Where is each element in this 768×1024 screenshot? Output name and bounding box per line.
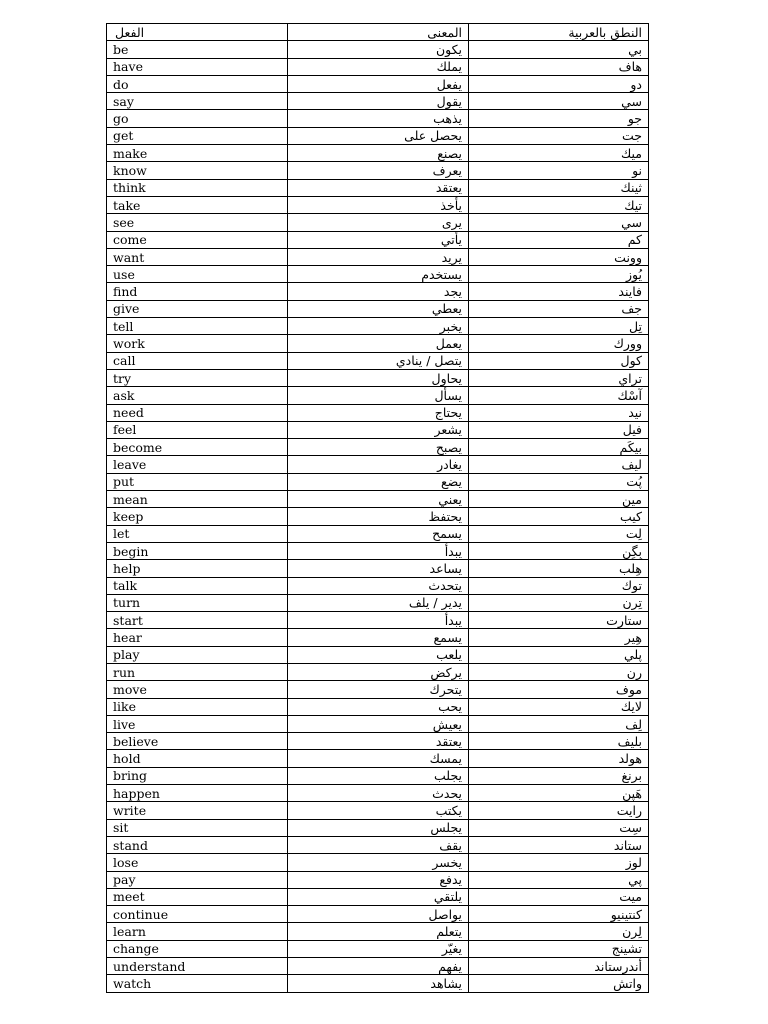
verb-cell: like: [107, 698, 288, 715]
table-row: [107, 906, 649, 923]
meaning-cell: يتصل / ينادي: [288, 352, 469, 369]
table-row: [107, 629, 649, 646]
meaning-cell: يعتقد: [288, 733, 469, 750]
meaning-cell: يغيّر: [288, 940, 469, 957]
pronunciation-cell: سي: [469, 214, 649, 231]
verb-cell: hold: [107, 750, 288, 767]
table-row: [107, 439, 649, 456]
header-meaning: المعنى: [288, 24, 469, 41]
verb-cell: find: [107, 283, 288, 300]
pronunciation-cell: جو: [469, 110, 649, 127]
verb-cell: understand: [107, 958, 288, 975]
table-row: [107, 612, 649, 629]
table-row: [107, 473, 649, 490]
table-row: [107, 404, 649, 421]
verb-cell: meet: [107, 888, 288, 905]
pronunciation-cell: وورك: [469, 335, 649, 352]
meaning-cell: يسأل: [288, 387, 469, 404]
verb-cell: go: [107, 110, 288, 127]
table-row: [107, 41, 649, 58]
table-row: [107, 888, 649, 905]
pronunciation-cell: واتش: [469, 975, 649, 992]
table-row: [107, 508, 649, 525]
meaning-cell: يتعلم: [288, 923, 469, 940]
pronunciation-cell: فايند: [469, 283, 649, 300]
pronunciation-cell: هِير: [469, 629, 649, 646]
meaning-cell: يحدث: [288, 785, 469, 802]
pronunciation-cell: برنغ: [469, 767, 649, 784]
table-row: [107, 162, 649, 179]
verb-cell: feel: [107, 421, 288, 438]
verb-cell: help: [107, 560, 288, 577]
verb-cell: ask: [107, 387, 288, 404]
meaning-cell: يخبر: [288, 318, 469, 335]
pronunciation-cell: تِرن: [469, 594, 649, 611]
meaning-cell: يبدأ: [288, 612, 469, 629]
pronunciation-cell: نو: [469, 162, 649, 179]
meaning-cell: يريد: [288, 248, 469, 265]
verb-cell: take: [107, 196, 288, 213]
verb-cell: see: [107, 214, 288, 231]
meaning-cell: يدير / يلف: [288, 594, 469, 611]
table-row: [107, 266, 649, 283]
pronunciation-cell: كيب: [469, 508, 649, 525]
meaning-cell: يعتقد: [288, 179, 469, 196]
table-row: [107, 421, 649, 438]
verb-cell: talk: [107, 577, 288, 594]
verb-cell: know: [107, 162, 288, 179]
meaning-cell: يسمع: [288, 629, 469, 646]
meaning-cell: يواصل: [288, 906, 469, 923]
meaning-cell: يستخدم: [288, 266, 469, 283]
table-row: [107, 93, 649, 110]
table-row: [107, 248, 649, 265]
table-row: [107, 802, 649, 819]
pronunciation-cell: پُت: [469, 473, 649, 490]
pronunciation-cell: رن: [469, 663, 649, 680]
pronunciation-cell: لِف: [469, 715, 649, 732]
pronunciation-cell: يُوز: [469, 266, 649, 283]
verb-cell: stand: [107, 836, 288, 853]
pronunciation-cell: ميك: [469, 145, 649, 162]
verb-cell: lose: [107, 854, 288, 871]
table-header-row: [107, 24, 649, 41]
header-pronunciation: النطق بالعربية: [469, 24, 649, 41]
meaning-cell: يحصل على: [288, 127, 469, 144]
table-row: [107, 75, 649, 92]
table-row: [107, 923, 649, 940]
table-row: [107, 318, 649, 335]
verb-cell: need: [107, 404, 288, 421]
table-row: [107, 196, 649, 213]
table-row: [107, 179, 649, 196]
meaning-cell: يشعر: [288, 421, 469, 438]
pronunciation-cell: وونت: [469, 248, 649, 265]
verb-cell: run: [107, 663, 288, 680]
table-body: [107, 41, 649, 992]
pronunciation-cell: لِت: [469, 525, 649, 542]
verb-cell: think: [107, 179, 288, 196]
meaning-cell: يشاهد: [288, 975, 469, 992]
meaning-cell: يلتقي: [288, 888, 469, 905]
verb-cell: happen: [107, 785, 288, 802]
verb-cell: move: [107, 681, 288, 698]
meaning-cell: يفعل: [288, 75, 469, 92]
verb-cell: give: [107, 300, 288, 317]
table-row: [107, 335, 649, 352]
pronunciation-cell: تراي: [469, 369, 649, 386]
verb-cell: come: [107, 231, 288, 248]
pronunciation-cell: كم: [469, 231, 649, 248]
pronunciation-cell: كنتينيو: [469, 906, 649, 923]
meaning-cell: يسمح: [288, 525, 469, 542]
meaning-cell: يرى: [288, 214, 469, 231]
table-row: [107, 767, 649, 784]
meaning-cell: يحب: [288, 698, 469, 715]
meaning-cell: يحاول: [288, 369, 469, 386]
pronunciation-cell: ستاند: [469, 836, 649, 853]
pronunciation-cell: ثينك: [469, 179, 649, 196]
pronunciation-cell: سِت: [469, 819, 649, 836]
verb-cell: live: [107, 715, 288, 732]
verb-cell: let: [107, 525, 288, 542]
verb-cell: become: [107, 439, 288, 456]
meaning-cell: يتحدث: [288, 577, 469, 594]
table-row: [107, 491, 649, 508]
verb-cell: pay: [107, 871, 288, 888]
pronunciation-cell: كول: [469, 352, 649, 369]
meaning-cell: يحتاج: [288, 404, 469, 421]
pronunciation-cell: هولد: [469, 750, 649, 767]
pronunciation-cell: تشينج: [469, 940, 649, 957]
pronunciation-cell: لايك: [469, 698, 649, 715]
meaning-cell: يخسر: [288, 854, 469, 871]
pronunciation-cell: جت: [469, 127, 649, 144]
table-row: [107, 456, 649, 473]
table-row: [107, 733, 649, 750]
table-row: [107, 819, 649, 836]
pronunciation-cell: توك: [469, 577, 649, 594]
verb-cell: be: [107, 41, 288, 58]
verb-cell: want: [107, 248, 288, 265]
pronunciation-cell: تيك: [469, 196, 649, 213]
meaning-cell: يأتي: [288, 231, 469, 248]
table-row: [107, 283, 649, 300]
meaning-cell: يركض: [288, 663, 469, 680]
table-row: [107, 594, 649, 611]
verb-cell: hear: [107, 629, 288, 646]
table-row: [107, 369, 649, 386]
verb-cell: leave: [107, 456, 288, 473]
pronunciation-cell: جف: [469, 300, 649, 317]
table-row: [107, 715, 649, 732]
meaning-cell: يتحرك: [288, 681, 469, 698]
verb-cell: bring: [107, 767, 288, 784]
table-row: [107, 871, 649, 888]
pronunciation-cell: دو: [469, 75, 649, 92]
pronunciation-cell: آسْك: [469, 387, 649, 404]
table-row: [107, 542, 649, 559]
pronunciation-cell: نيد: [469, 404, 649, 421]
pronunciation-cell: ليف: [469, 456, 649, 473]
pronunciation-cell: پي: [469, 871, 649, 888]
pronunciation-cell: لِرن: [469, 923, 649, 940]
pronunciation-cell: بيكَم: [469, 439, 649, 456]
meaning-cell: يساعد: [288, 560, 469, 577]
table-row: [107, 110, 649, 127]
meaning-cell: يقف: [288, 836, 469, 853]
pronunciation-cell: سي: [469, 93, 649, 110]
meaning-cell: يعطي: [288, 300, 469, 317]
pronunciation-cell: أندرستاند: [469, 958, 649, 975]
meaning-cell: يعيش: [288, 715, 469, 732]
verb-cell: keep: [107, 508, 288, 525]
meaning-cell: يقول: [288, 93, 469, 110]
document-page: [106, 23, 648, 993]
header-verb: الفعل: [107, 24, 288, 41]
pronunciation-cell: لوز: [469, 854, 649, 871]
verb-cell: begin: [107, 542, 288, 559]
verb-cell: use: [107, 266, 288, 283]
verb-cell: play: [107, 646, 288, 663]
table-row: [107, 681, 649, 698]
verb-cell: sit: [107, 819, 288, 836]
pronunciation-cell: موف: [469, 681, 649, 698]
table-row: [107, 663, 649, 680]
table-row: [107, 387, 649, 404]
meaning-cell: يعرف: [288, 162, 469, 179]
pronunciation-cell: هاف: [469, 58, 649, 75]
pronunciation-cell: بي: [469, 41, 649, 58]
verbs-table: [106, 23, 649, 993]
table-row: [107, 577, 649, 594]
table-row: [107, 58, 649, 75]
pronunciation-cell: ستارت: [469, 612, 649, 629]
meaning-cell: يدفع: [288, 871, 469, 888]
pronunciation-cell: پلي: [469, 646, 649, 663]
table-row: [107, 214, 649, 231]
verb-cell: believe: [107, 733, 288, 750]
meaning-cell: يملك: [288, 58, 469, 75]
verb-cell: make: [107, 145, 288, 162]
verb-cell: write: [107, 802, 288, 819]
meaning-cell: يكتب: [288, 802, 469, 819]
table-row: [107, 127, 649, 144]
table-row: [107, 698, 649, 715]
meaning-cell: يبدأ: [288, 542, 469, 559]
table-row: [107, 145, 649, 162]
table-row: [107, 958, 649, 975]
verb-cell: start: [107, 612, 288, 629]
meaning-cell: يحتفظ: [288, 508, 469, 525]
meaning-cell: يأخذ: [288, 196, 469, 213]
table-row: [107, 836, 649, 853]
verb-cell: tell: [107, 318, 288, 335]
verb-cell: mean: [107, 491, 288, 508]
table-row: [107, 785, 649, 802]
meaning-cell: يصبح: [288, 439, 469, 456]
verb-cell: turn: [107, 594, 288, 611]
meaning-cell: يذهب: [288, 110, 469, 127]
verb-cell: change: [107, 940, 288, 957]
verb-cell: call: [107, 352, 288, 369]
table-row: [107, 231, 649, 248]
pronunciation-cell: مين: [469, 491, 649, 508]
meaning-cell: يلعب: [288, 646, 469, 663]
pronunciation-cell: ميت: [469, 888, 649, 905]
verb-cell: put: [107, 473, 288, 490]
table-row: [107, 750, 649, 767]
meaning-cell: يكون: [288, 41, 469, 58]
verb-cell: do: [107, 75, 288, 92]
verb-cell: watch: [107, 975, 288, 992]
meaning-cell: يفهم: [288, 958, 469, 975]
table-row: [107, 525, 649, 542]
table-row: [107, 854, 649, 871]
verb-cell: work: [107, 335, 288, 352]
meaning-cell: يعمل: [288, 335, 469, 352]
pronunciation-cell: بِگِن: [469, 542, 649, 559]
meaning-cell: يعني: [288, 491, 469, 508]
table-row: [107, 300, 649, 317]
meaning-cell: يمسك: [288, 750, 469, 767]
table-row: [107, 560, 649, 577]
pronunciation-cell: هِلب: [469, 560, 649, 577]
table-row: [107, 352, 649, 369]
verb-cell: get: [107, 127, 288, 144]
pronunciation-cell: بليف: [469, 733, 649, 750]
verb-cell: learn: [107, 923, 288, 940]
verb-cell: continue: [107, 906, 288, 923]
pronunciation-cell: رايت: [469, 802, 649, 819]
meaning-cell: يصنع: [288, 145, 469, 162]
pronunciation-cell: فيل: [469, 421, 649, 438]
verb-cell: have: [107, 58, 288, 75]
meaning-cell: يغادر: [288, 456, 469, 473]
verb-cell: try: [107, 369, 288, 386]
meaning-cell: يجد: [288, 283, 469, 300]
pronunciation-cell: هَپن: [469, 785, 649, 802]
table-row: [107, 940, 649, 957]
pronunciation-cell: تِل: [469, 318, 649, 335]
meaning-cell: يجلب: [288, 767, 469, 784]
meaning-cell: يجلس: [288, 819, 469, 836]
table-row: [107, 646, 649, 663]
meaning-cell: يضع: [288, 473, 469, 490]
verb-cell: say: [107, 93, 288, 110]
table-row: [107, 975, 649, 992]
